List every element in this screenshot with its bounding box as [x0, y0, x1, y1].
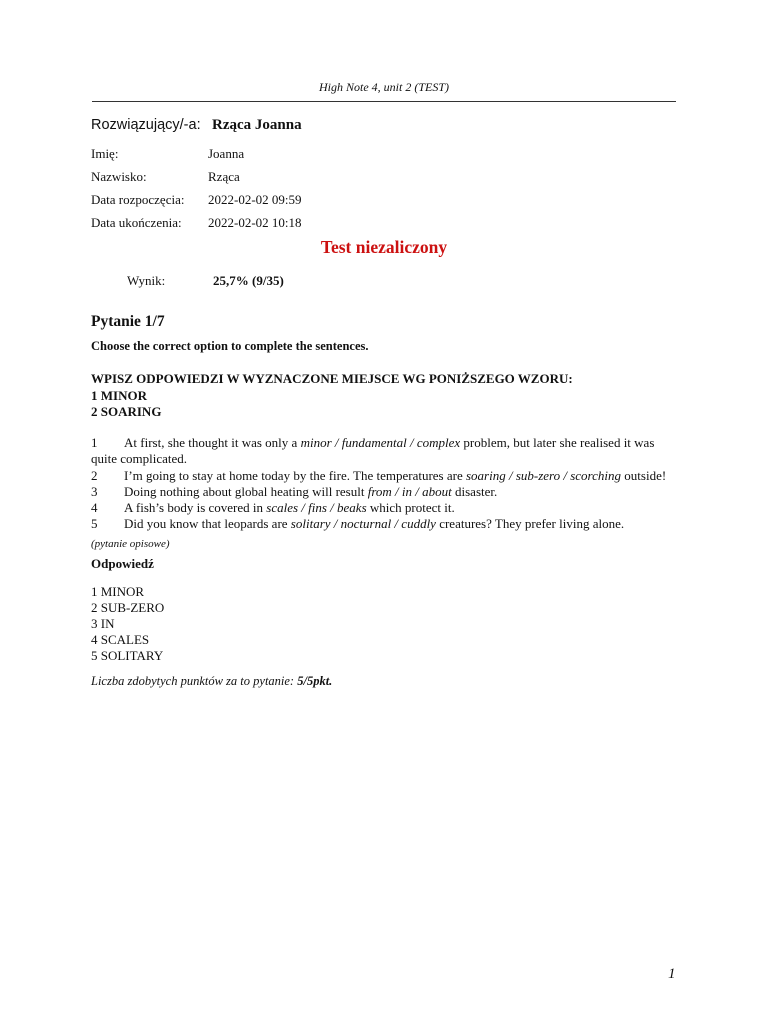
example-line: 2 SOARING [91, 404, 162, 419]
example-block [91, 371, 573, 421]
page-number: 1 [668, 966, 676, 982]
points-summary [91, 674, 332, 689]
sentence-number: 3 [91, 483, 98, 499]
points-label: Liczba zdobytych punktów za to pytanie: [91, 674, 295, 688]
sentence-options: soaring / sub-zero / scorching [465, 467, 622, 483]
answer-line: 3 IN [91, 616, 115, 631]
sentence-text: which protect it. [366, 500, 455, 516]
sentence-item [91, 484, 676, 500]
info-label: Data ukończenia: [91, 215, 182, 230]
info-row-surname [91, 169, 240, 185]
score-value: 25,7% (9/35) [213, 273, 284, 288]
sentence-item [91, 500, 676, 516]
sentence-number: 2 [91, 467, 98, 483]
question-type: (pytanie opisowe) [91, 538, 170, 550]
example-line: 1 MINOR [91, 387, 147, 403]
solver-row [91, 117, 302, 134]
sentence-number: 5 [91, 516, 98, 532]
answer-line: 4 SCALES [91, 632, 150, 647]
info-value: 2022-02-02 10:18 [208, 215, 302, 230]
sentence-options: from / in / about [367, 483, 452, 499]
answer-heading: Odpowiedź [91, 556, 154, 571]
sentence-number: 4 [91, 500, 98, 516]
sentence-item [91, 516, 676, 532]
sentence-text: Doing nothing about global heating will result [124, 483, 368, 499]
info-row-end-date [91, 215, 302, 231]
sentence-list [91, 435, 676, 533]
answer-list [91, 584, 164, 664]
answer-line: 1 MINOR [91, 584, 145, 599]
sentence-text: creatures? They prefer living alone. [435, 516, 625, 532]
sentence-number: 1 [91, 435, 98, 450]
sentence-options: scales / fins / beaks [266, 500, 367, 516]
running-header: High Note 4, unit 2 (TEST) [318, 80, 449, 94]
sentence-item [91, 468, 676, 484]
question-instruction: Choose the correct option to complete the sentences. [91, 339, 369, 353]
info-row-first-name [91, 146, 244, 162]
sentence-options: solitary / nocturnal / cuddly [290, 516, 436, 532]
info-row-start-date [91, 192, 302, 208]
info-label: Data rozpoczęcia: [91, 192, 185, 207]
header-divider [92, 101, 676, 102]
solver-name: Rząca Joanna [212, 117, 302, 133]
question-title: Pytanie 1/7 [91, 313, 165, 330]
sentence-text: I’m going to stay at home today by the fire. The temperatures are [124, 467, 466, 483]
sentence-text: At first, she thought it was only a [124, 435, 301, 450]
info-label: Nazwisko: [91, 169, 147, 184]
sentence-item [91, 435, 676, 468]
sentence-text: Did you know that leopards are [124, 516, 291, 532]
info-value: Joanna [208, 146, 245, 161]
example-heading: WPISZ ODPOWIEDZI W WYZNACZONE MIEJSCE WG PONIŻSZEGO WZORU: [91, 371, 573, 386]
sentence-text: outside! [621, 467, 667, 483]
sentence-text: disaster. [451, 483, 498, 499]
info-value: Rząca [208, 169, 240, 184]
info-label: Imię: [91, 146, 119, 161]
answer-line: 5 SOLITARY [91, 648, 164, 663]
solver-label: Rozwiązujący/-a: [91, 117, 201, 133]
sentence-text: A fish’s body is covered in [124, 500, 267, 516]
points-value: 5/5pkt. [297, 674, 333, 688]
info-value: 2022-02-02 09:59 [208, 192, 302, 207]
sentence-options: minor / fundamental / complex [300, 435, 461, 450]
answer-line: 2 SUB-ZERO [91, 600, 165, 615]
result-status: Test niezaliczony [320, 237, 448, 257]
score-label: Wynik: [127, 273, 166, 288]
sentence-text: problem, but later she realised it was quite complicated. [91, 435, 655, 467]
